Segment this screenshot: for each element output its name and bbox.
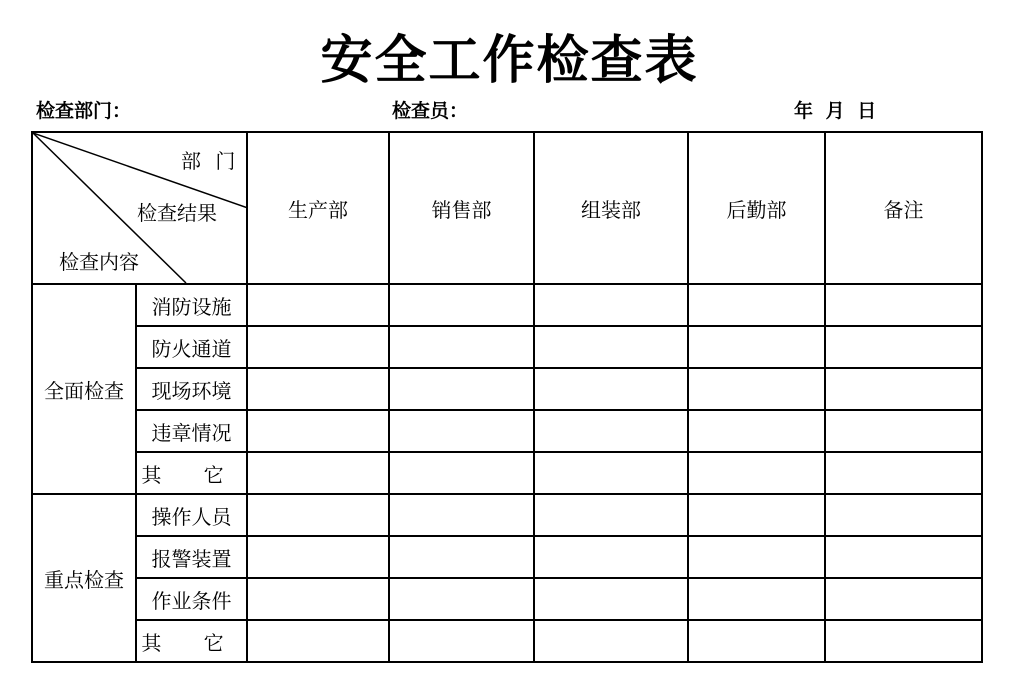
input-cell[interactable] — [688, 284, 825, 326]
input-cell[interactable] — [534, 368, 688, 410]
input-cell[interactable] — [389, 578, 534, 620]
item-label: 其 它 — [136, 620, 247, 662]
item-label: 操作人员 — [136, 494, 247, 536]
input-cell[interactable] — [247, 620, 389, 662]
input-cell[interactable] — [389, 452, 534, 494]
table-row — [32, 284, 982, 326]
input-cell[interactable] — [389, 536, 534, 578]
column-header: 组装部 — [534, 132, 688, 284]
table-row — [32, 410, 982, 452]
input-cell[interactable] — [825, 368, 982, 410]
input-cell[interactable] — [688, 452, 825, 494]
input-cell[interactable] — [825, 284, 982, 326]
table-row — [32, 620, 982, 662]
input-cell[interactable] — [534, 284, 688, 326]
diagonal-header-cell — [32, 132, 247, 284]
column-header: 备注 — [825, 132, 982, 284]
page-title: 安全工作检查表 — [320, 30, 699, 91]
input-cell[interactable] — [389, 368, 534, 410]
input-cell[interactable] — [534, 326, 688, 368]
item-label: 防火通道 — [136, 326, 247, 368]
input-cell[interactable] — [247, 284, 389, 326]
inspector-label: 检查员： — [392, 100, 469, 122]
group-label: 重点检查 — [32, 494, 136, 662]
input-cell[interactable] — [247, 578, 389, 620]
table-row — [32, 494, 982, 536]
column-header: 后勤部 — [688, 132, 825, 284]
input-cell[interactable] — [247, 452, 389, 494]
date-label: 年 月 日 — [794, 100, 877, 122]
item-label: 作业条件 — [136, 578, 247, 620]
input-cell[interactable] — [247, 410, 389, 452]
inspection-table — [31, 131, 983, 663]
input-cell[interactable] — [534, 494, 688, 536]
item-label: 其 它 — [136, 452, 247, 494]
input-cell[interactable] — [825, 494, 982, 536]
diagonal-top-label: 部 门 — [181, 149, 236, 173]
input-cell[interactable] — [389, 410, 534, 452]
column-header: 销售部 — [389, 132, 534, 284]
diagonal-bottom-label: 检查内容 — [59, 250, 139, 274]
input-cell[interactable] — [389, 326, 534, 368]
table-row — [32, 326, 982, 368]
input-cell[interactable] — [389, 620, 534, 662]
input-cell[interactable] — [389, 494, 534, 536]
input-cell[interactable] — [688, 326, 825, 368]
table-row — [32, 536, 982, 578]
input-cell[interactable] — [534, 536, 688, 578]
item-label: 违章情况 — [136, 410, 247, 452]
column-header: 生产部 — [247, 132, 389, 284]
table-row — [32, 368, 982, 410]
diagonal-middle-label: 检查结果 — [137, 201, 217, 225]
input-cell[interactable] — [688, 368, 825, 410]
input-cell[interactable] — [825, 326, 982, 368]
input-cell[interactable] — [247, 536, 389, 578]
input-cell[interactable] — [247, 368, 389, 410]
input-cell[interactable] — [688, 536, 825, 578]
input-cell[interactable] — [247, 494, 389, 536]
input-cell[interactable] — [688, 578, 825, 620]
item-label: 消防设施 — [136, 284, 247, 326]
input-cell[interactable] — [688, 620, 825, 662]
input-cell[interactable] — [825, 452, 982, 494]
item-label: 现场环境 — [136, 368, 247, 410]
input-cell[interactable] — [825, 620, 982, 662]
input-cell[interactable] — [688, 410, 825, 452]
input-cell[interactable] — [825, 536, 982, 578]
input-cell[interactable] — [825, 578, 982, 620]
input-cell[interactable] — [389, 284, 534, 326]
group-label: 全面检查 — [32, 284, 136, 494]
header-row — [32, 132, 982, 284]
input-cell[interactable] — [534, 620, 688, 662]
table-row — [32, 452, 982, 494]
input-cell[interactable] — [534, 578, 688, 620]
input-cell[interactable] — [534, 410, 688, 452]
input-cell[interactable] — [688, 494, 825, 536]
input-cell[interactable] — [534, 452, 688, 494]
input-cell[interactable] — [825, 410, 982, 452]
item-label: 报警装置 — [136, 536, 247, 578]
input-cell[interactable] — [247, 326, 389, 368]
table-row — [32, 578, 982, 620]
department-label: 检查部门： — [36, 100, 132, 122]
